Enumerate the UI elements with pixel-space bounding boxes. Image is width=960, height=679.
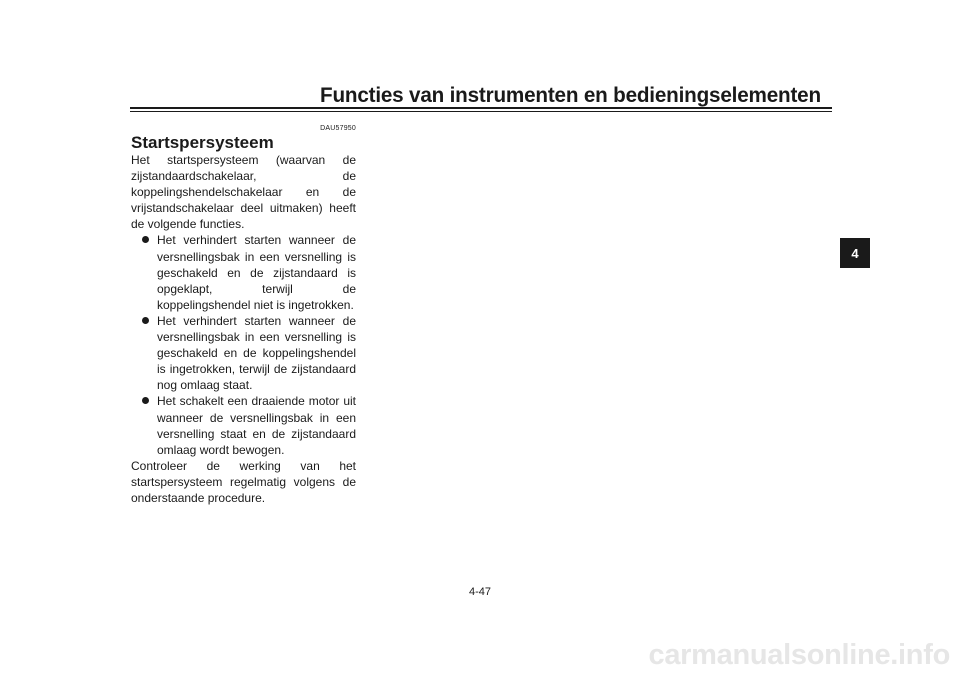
outro-paragraph: Controleer de werking van het startspersysteem regelmatig volgens de onderstaande procedure. bbox=[131, 458, 356, 505]
function-list-item bbox=[131, 232, 356, 312]
function-list-item bbox=[131, 313, 356, 393]
chapter-tab: 4 bbox=[840, 238, 870, 268]
bullet-dot-icon bbox=[142, 236, 149, 243]
watermark: carmanualsonline.info bbox=[648, 639, 950, 671]
function-list bbox=[131, 232, 356, 457]
function-list-item-text: Het verhindert starten wanneer de versnellingsbak in een versnelling is geschakeld en de koppelingshendel is ingetrokken, terwijl de zijstandaard nog omlaag staat. bbox=[157, 313, 356, 393]
bullet-dot-icon bbox=[142, 397, 149, 404]
page-number: 4-47 bbox=[468, 586, 492, 598]
intro-paragraph: Het startspersysteem (waarvan de zijstandaardschakelaar, de koppelingshendelschakelaar en de vrijstandschakelaar deel uitmaken) heeft de volgende functies. bbox=[131, 153, 356, 232]
document-code: DAU57950 bbox=[320, 125, 356, 132]
bullet-dot-icon bbox=[142, 317, 149, 324]
page-header-title: Functies van instrumenten en bedieningselementen bbox=[320, 84, 821, 107]
function-list-item-text: Het schakelt een draaiende motor uit wanneer de versnellingsbak in een versnelling staat en de zijstandaard omlaag wordt bewogen. bbox=[157, 394, 356, 457]
section-title: Startspersysteem bbox=[131, 133, 274, 152]
header-rule-thin bbox=[130, 111, 832, 112]
body-column bbox=[131, 152, 356, 506]
header-rule-thick bbox=[130, 107, 832, 109]
function-list-item bbox=[131, 393, 356, 457]
function-list-item-text: Het verhindert starten wanneer de versnellingsbak in een versnelling is geschakeld en de zijstandaard is opgeklapt, terwijl de koppelingshendel niet is ingetrokken. bbox=[157, 233, 356, 312]
